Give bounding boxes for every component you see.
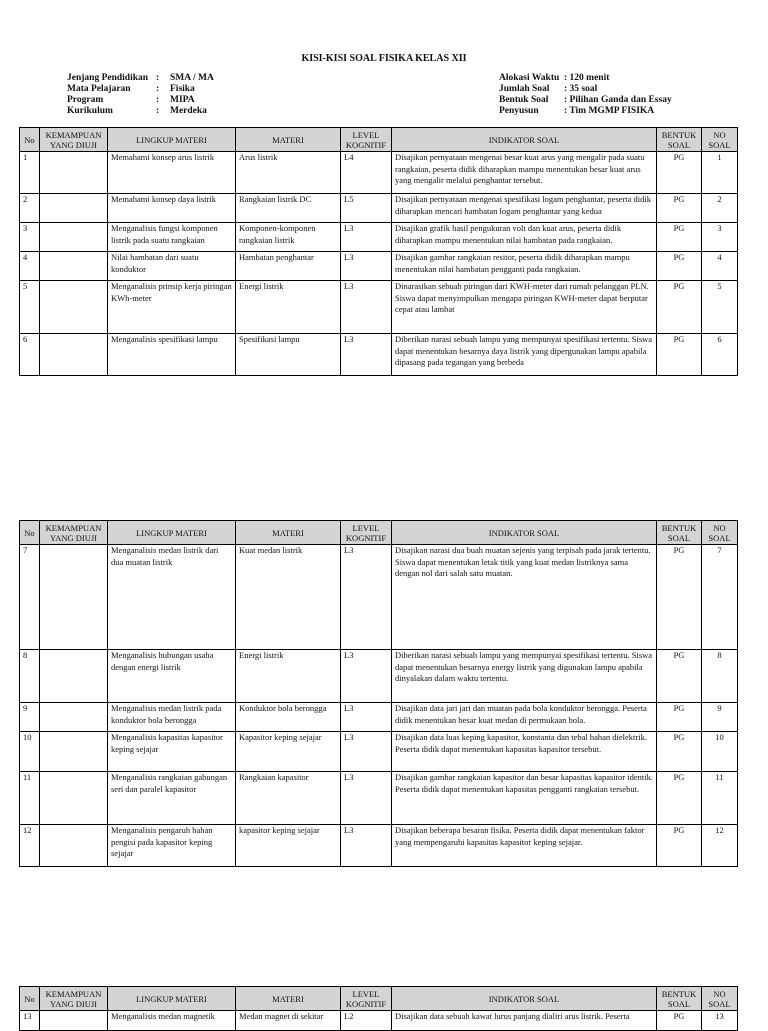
info-sep: : <box>156 84 160 94</box>
cell-indikator: Disajikan narasi dua buah muatan sejenis yang terpisah pada jarak tertentu. Siswa dapat menentukan letak titik yang kuat medan listriknya sama dengan nol dari salah satu muatan. <box>392 545 657 650</box>
cell-materi: Arus listrik <box>236 152 341 194</box>
cell-nosoal: 3 <box>702 223 738 252</box>
cell-kemampuan <box>40 650 108 703</box>
column-header-nosoal: NO SOAL <box>702 987 738 1011</box>
info-value: : 120 menit <box>564 73 610 83</box>
info-value: : Tim MGMP FISIKA <box>564 106 655 116</box>
info-row <box>499 106 672 117</box>
info-key: Program <box>67 95 104 105</box>
table-row <box>20 732 738 772</box>
cell-kemampuan <box>40 825 108 867</box>
cell-materi: Kapasitor keping sejajar <box>236 732 341 772</box>
table-row <box>20 194 738 223</box>
cell-level: L3 <box>341 732 392 772</box>
cell-level: L3 <box>341 772 392 825</box>
cell-level: L2 <box>341 1011 392 1031</box>
column-header-level: LEVEL KOGNITIF <box>341 987 392 1011</box>
column-header-no: No <box>20 987 40 1011</box>
cell-bentuk: PG <box>657 152 702 194</box>
cell-nosoal: 5 <box>702 281 738 334</box>
column-header-level: LEVEL KOGNITIF <box>341 128 392 152</box>
cell-no: 2 <box>20 194 40 223</box>
cell-bentuk: PG <box>657 772 702 825</box>
cell-indikator: Diberikan narasi sebuah lampu yang mempunyai spesifikasi tertentu. Siswa dapat menentukan besarnya energy listrik yang digunakan lampu apabila dinyalakan dalam waktu tertentu. <box>392 650 657 703</box>
column-header-indikator: INDIKATOR SOAL <box>392 521 657 545</box>
table-row <box>20 152 738 194</box>
cell-level: L3 <box>341 223 392 252</box>
cell-level: L3 <box>341 252 392 281</box>
cell-nosoal: 11 <box>702 772 738 825</box>
cell-materi: Kuat medan listrik <box>236 545 341 650</box>
cell-no: 7 <box>20 545 40 650</box>
cell-lingkup: Menganalisis spesifikasi lampu <box>108 334 236 376</box>
cell-level: L3 <box>341 650 392 703</box>
cell-materi: Rangkaian listrik DC <box>236 194 341 223</box>
info-value: Fisika <box>170 84 195 94</box>
cell-no: 12 <box>20 825 40 867</box>
info-row <box>67 95 214 106</box>
cell-level: L3 <box>341 825 392 867</box>
info-key: Jumlah Soal <box>499 84 550 94</box>
kisi-kisi-table-1 <box>19 127 738 376</box>
table-row <box>20 703 738 732</box>
info-value: SMA / MA <box>170 73 214 83</box>
cell-no: 8 <box>20 650 40 703</box>
identity-info-left <box>67 73 214 117</box>
cell-kemampuan <box>40 152 108 194</box>
cell-level: L4 <box>341 152 392 194</box>
table-row <box>20 772 738 825</box>
cell-bentuk: PG <box>657 1011 702 1031</box>
cell-kemampuan <box>40 1011 108 1031</box>
identity-info-right <box>499 73 672 117</box>
info-key: Jenjang Pendidikan <box>67 73 149 83</box>
cell-indikator: Disajikan gambar rangkaian kapasitor dan besar kapasitas kapasitor identik. Peserta didik dapat menentukan kapasitas pengganti rangkaian tersebut. <box>392 772 657 825</box>
cell-materi: kapasitor keping sejajar <box>236 825 341 867</box>
cell-lingkup: Menganalisis kapasitas kapasitor keping sejajar <box>108 732 236 772</box>
column-header-kemampuan: KEMAMPUAN YANG DIUJI <box>40 128 108 152</box>
info-row <box>67 73 214 84</box>
cell-lingkup: Menganalisis prinsip kerja piringan KWh-meter <box>108 281 236 334</box>
cell-lingkup: Memahami konsep daya listrik <box>108 194 236 223</box>
kisi-kisi-table-3 <box>19 986 738 1031</box>
cell-kemampuan <box>40 194 108 223</box>
info-row <box>499 73 672 84</box>
cell-lingkup: Menganalisis rangkaian gabungan seri dan paralel kapasitor <box>108 772 236 825</box>
table-header-row <box>20 128 738 152</box>
cell-indikator: Disajikan data jari jari dan muatan pada bola konduktor berongga. Peserta didik menentukan besar kuat medan di permukaan bola. <box>392 703 657 732</box>
cell-no: 10 <box>20 732 40 772</box>
column-header-indikator: INDIKATOR SOAL <box>392 987 657 1011</box>
table-row <box>20 545 738 650</box>
cell-kemampuan <box>40 703 108 732</box>
column-header-bentuk: BENTUK SOAL <box>657 128 702 152</box>
cell-nosoal: 8 <box>702 650 738 703</box>
cell-bentuk: PG <box>657 252 702 281</box>
cell-bentuk: PG <box>657 194 702 223</box>
cell-lingkup: Menganalisis medan magnetik <box>108 1011 236 1031</box>
cell-kemampuan <box>40 772 108 825</box>
table-header-row <box>20 521 738 545</box>
column-header-materi: MATERI <box>236 987 341 1011</box>
cell-level: L3 <box>341 334 392 376</box>
cell-level: L3 <box>341 281 392 334</box>
cell-bentuk: PG <box>657 650 702 703</box>
cell-no: 5 <box>20 281 40 334</box>
cell-lingkup: Menganalisis medan listrik pada konduktor bola berongga <box>108 703 236 732</box>
info-row <box>499 95 672 106</box>
table-row <box>20 223 738 252</box>
document-title: KISI-KISI SOAL FISIKA KELAS XII <box>301 53 467 64</box>
cell-nosoal: 13 <box>702 1011 738 1031</box>
cell-indikator: Disajikan pernyataan mengenai spesifikasi logam penghantar, peserta didik diharapkan mencari hambatan logam penghantar yang kedua <box>392 194 657 223</box>
column-header-lingkup: LINGKUP MATERI <box>108 521 236 545</box>
column-header-bentuk: BENTUK SOAL <box>657 521 702 545</box>
info-value: : 35 soal <box>564 84 598 94</box>
cell-nosoal: 10 <box>702 732 738 772</box>
info-sep: : <box>156 106 160 116</box>
cell-lingkup: Menganalisis pengaruh bahan pengisi pada kapasitor keping sejajar <box>108 825 236 867</box>
info-row <box>499 84 672 95</box>
cell-materi: Komponen-komponen rangkaian listrik <box>236 223 341 252</box>
table-row <box>20 252 738 281</box>
cell-nosoal: 2 <box>702 194 738 223</box>
cell-lingkup: Menganalisis hubungan usaha dengan energi listrik <box>108 650 236 703</box>
column-header-lingkup: LINGKUP MATERI <box>108 987 236 1011</box>
cell-lingkup: Nilai hambatan dari suatu konduktor <box>108 252 236 281</box>
cell-kemampuan <box>40 732 108 772</box>
cell-kemampuan <box>40 545 108 650</box>
cell-bentuk: PG <box>657 732 702 772</box>
cell-bentuk: PG <box>657 281 702 334</box>
cell-nosoal: 7 <box>702 545 738 650</box>
cell-indikator: Disajikan beberapa besaran fisika. Peserta didik dapat menentukan faktor yang mempengaruhi kapasitas kapasitor keping sejajar. <box>392 825 657 867</box>
cell-nosoal: 12 <box>702 825 738 867</box>
cell-bentuk: PG <box>657 825 702 867</box>
cell-no: 9 <box>20 703 40 732</box>
cell-indikator: Disajikan pernyataan mengenai besar kuat arus yang mengalir pada suatu rangkaian, peserta didik diharapkan mampu menentukan besar kuat arus yang mengalir melalui penghantar tersebut. <box>392 152 657 194</box>
cell-lingkup: Memahami konsep arus listrik <box>108 152 236 194</box>
column-header-lingkup: LINGKUP MATERI <box>108 128 236 152</box>
cell-nosoal: 9 <box>702 703 738 732</box>
cell-kemampuan <box>40 252 108 281</box>
info-key: Alokasi Waktu <box>499 73 560 83</box>
cell-materi: Spesifikasi lampu <box>236 334 341 376</box>
column-header-nosoal: NO SOAL <box>702 128 738 152</box>
table-row <box>20 825 738 867</box>
cell-lingkup: Menganalisis fungsi komponen listrik pada suatu rangkaian <box>108 223 236 252</box>
cell-lingkup: Menganalisis medan listrik dari dua muatan listrik <box>108 545 236 650</box>
kisi-kisi-table-2 <box>19 520 738 867</box>
info-key: Kurikulum <box>67 106 113 116</box>
table-row <box>20 650 738 703</box>
cell-indikator: Disajikan gambar rangkaian resitor, peserta didik diharapkan mampu menentukan nilai hambatan pengganti pada rangkaian. <box>392 252 657 281</box>
column-header-nosoal: NO SOAL <box>702 521 738 545</box>
column-header-no: No <box>20 521 40 545</box>
cell-indikator: Dinarasikan sebuah piringan dari KWH-meter dari rumah pelanggan PLN. Siswa dapat menyimpulkan mengapa piringan KWH-meter dapat berputar cepat atau lambat <box>392 281 657 334</box>
cell-nosoal: 1 <box>702 152 738 194</box>
info-sep: : <box>156 73 160 83</box>
cell-no: 11 <box>20 772 40 825</box>
cell-no: 1 <box>20 152 40 194</box>
cell-level: L3 <box>341 703 392 732</box>
cell-no: 13 <box>20 1011 40 1031</box>
cell-indikator: Disajikan data luas keping kapasitor, konstanta dan tebal bahan dielektrik. Peserta didik dapat menentukan kapasitas kapasitor tersebut. <box>392 732 657 772</box>
column-header-kemampuan: KEMAMPUAN YANG DIUJI <box>40 521 108 545</box>
cell-nosoal: 6 <box>702 334 738 376</box>
cell-level: L3 <box>341 545 392 650</box>
cell-kemampuan <box>40 223 108 252</box>
cell-no: 4 <box>20 252 40 281</box>
cell-level: L5 <box>341 194 392 223</box>
cell-nosoal: 4 <box>702 252 738 281</box>
cell-materi: Rangkaian kapasitor <box>236 772 341 825</box>
cell-no: 6 <box>20 334 40 376</box>
column-header-level: LEVEL KOGNITIF <box>341 521 392 545</box>
cell-indikator: Disajikan data sebuah kawat lurus panjang dialiri arus listrik. Peserta <box>392 1011 657 1031</box>
cell-kemampuan <box>40 281 108 334</box>
column-header-bentuk: BENTUK SOAL <box>657 987 702 1011</box>
info-row <box>67 84 214 95</box>
cell-materi: Konduktor bola berongga <box>236 703 341 732</box>
info-sep: : <box>156 95 160 105</box>
info-key: Penyusun <box>499 106 539 116</box>
column-header-no: No <box>20 128 40 152</box>
table-row <box>20 281 738 334</box>
column-header-kemampuan: KEMAMPUAN YANG DIUJI <box>40 987 108 1011</box>
cell-kemampuan <box>40 334 108 376</box>
column-header-materi: MATERI <box>236 521 341 545</box>
info-value: Merdeka <box>170 106 207 116</box>
column-header-materi: MATERI <box>236 128 341 152</box>
info-value: MIPA <box>170 95 195 105</box>
cell-bentuk: PG <box>657 223 702 252</box>
table-header-row <box>20 987 738 1011</box>
info-key: Mata Pelajaran <box>67 84 131 94</box>
cell-indikator: Disajikan grafik hasil pengukuran volt dan kuat arus, peserta didik diharapkan mampu menentukan nilai hambatan pada rangkaian. <box>392 223 657 252</box>
cell-materi: Medan magnet di sekitar <box>236 1011 341 1031</box>
cell-bentuk: PG <box>657 545 702 650</box>
cell-materi: Hambatan penghantar <box>236 252 341 281</box>
cell-materi: Energi listrik <box>236 281 341 334</box>
column-header-indikator: INDIKATOR SOAL <box>392 128 657 152</box>
cell-indikator: Diberikan narasi sebuah lampu yang mempunyai spesifikasi tertentu. Siswa dapat menentukan besarnya daya listrik yang dipergunakan lampu apabila dipasang pada tegangan yang berbeda <box>392 334 657 376</box>
info-key: Bentuk Soal <box>499 95 549 105</box>
cell-bentuk: PG <box>657 703 702 732</box>
cell-bentuk: PG <box>657 334 702 376</box>
info-value: : Pilihan Ganda dan Essay <box>564 95 672 105</box>
table-row <box>20 1011 738 1031</box>
cell-no: 3 <box>20 223 40 252</box>
table-row <box>20 334 738 376</box>
info-row <box>67 106 214 117</box>
cell-materi: Energi listrik <box>236 650 341 703</box>
